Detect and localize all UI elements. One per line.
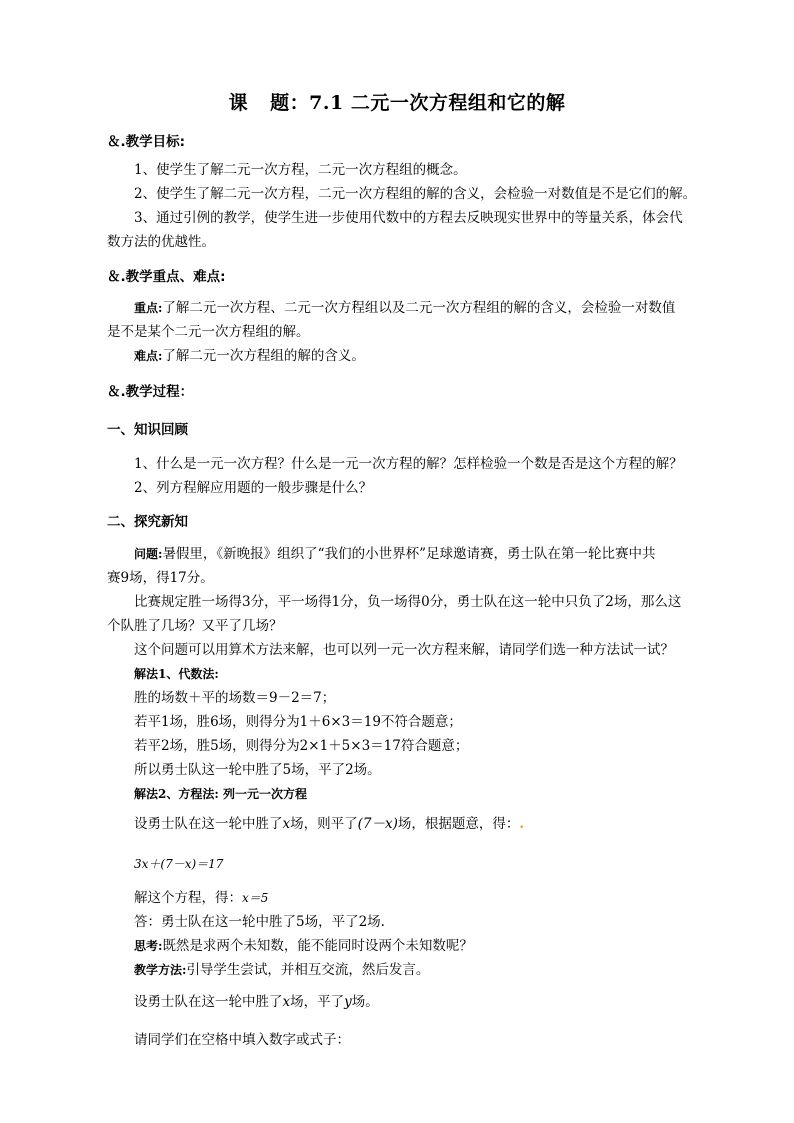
variable-x: x (282, 816, 291, 832)
rule-text-cont: 个队胜了几场？又平了几场？ (107, 618, 283, 634)
solve-prefix: 解这个方程，得： (134, 890, 242, 906)
method-intro: 这个问题可以用算术方法来解，也可以列一元一次方程来解，请同学们选一种方法试一试？ (134, 642, 674, 658)
solve-result: x＝5 (242, 891, 269, 905)
focus-paragraph (134, 298, 734, 318)
method1-line: 所以勇士队这一轮中胜了5场，平了2场。 (134, 762, 381, 778)
goal-item: 3、通过引例的教学，使学生进一步使用代数中的方程去反映现实世界中的等量关系，体会代 (134, 210, 683, 226)
answer-line: 答：勇士队在这一轮中胜了5场，平了2场. (134, 914, 385, 930)
setup-sentence (134, 814, 734, 834)
focus-text-cont: 是不是某个二元一次方程组的解。 (107, 324, 310, 340)
problem-label: 问题: (134, 547, 163, 561)
focus-text: 了解二元一次方程、二元一次方程组以及二元一次方程组的解的含义，会检验一对数值 (162, 300, 676, 316)
setup2-sentence (134, 992, 734, 1012)
setup2-text: 场。 (351, 994, 379, 1010)
teaching-method-paragraph (134, 960, 734, 980)
explore-heading: 二、探究新知 (107, 514, 188, 530)
review-heading: 一、知识回顾 (107, 422, 188, 438)
think-text: 既然是求两个未知数，能不能同时设两个未知数呢？ (162, 938, 473, 954)
setup-text: 场，根据题意，得： (397, 816, 520, 832)
difficulty-text: 了解二元一次方程组的解的含义。 (162, 348, 365, 364)
setup-text: 场，则平了 (290, 816, 358, 832)
setup-text: 设勇士队在这一轮中胜了 (134, 816, 283, 832)
title-text: 题：7.1 二元一次方程组和它的解 (270, 92, 566, 114)
process-heading: ＆.教学过程： (107, 384, 194, 400)
think-paragraph (134, 936, 734, 956)
method2-label: 解法2、方程法: 列一元一次方程 (134, 787, 307, 801)
page-title (0, 90, 794, 116)
method1-line: 胜的场数＋平的场数＝9－2＝7； (134, 690, 336, 706)
fill-prompt: 请同学们在空格中填入数字或式子： (134, 1032, 350, 1048)
setup2-text: 设勇士队在这一轮中胜了 (134, 994, 283, 1010)
review-item: 1、什么是一元一次方程？什么是一元一次方程的解？怎样检验一个数是否是这个方程的解？ (134, 456, 683, 472)
problem-text-cont: 赛9场，得17分。 (107, 570, 214, 586)
marker-dot: . (519, 816, 525, 832)
goals-heading: ＆.教学目标: (107, 134, 186, 150)
variable-y: y (344, 994, 352, 1010)
expression: (7－x) (357, 816, 398, 832)
method1-line: 若平1场，胜6场，则得分为1＋6×3＝19不符合题意； (134, 714, 462, 730)
solve-line (134, 888, 734, 908)
teaching-method-text: 引导学生尝试，并相互交流，然后发言。 (186, 962, 430, 978)
problem-text: 暑假里，《新晚报》组织了“我们的小世界杯”足球邀请赛，勇士队在第一轮比赛中共 (162, 546, 656, 562)
focus-label: 重点: (134, 301, 163, 315)
setup2-text: 场，平了 (290, 994, 345, 1010)
problem-paragraph (134, 544, 734, 564)
equation: 3x＋(7－x)＝17 (134, 857, 224, 871)
goal-item: 1、使学生了解二元一次方程，二元一次方程组的概念。 (134, 162, 467, 178)
variable-x: x (282, 994, 291, 1010)
method1-label: 解法1、代数法: (134, 667, 219, 681)
difficulty-label: 难点: (134, 349, 163, 363)
method1-line: 若平2场，胜5场，则得分为2×1＋5×3＝17符合题意； (134, 738, 469, 754)
rule-text: 比赛规定胜一场得3分，平一场得1分，负一场得0分，勇士队在这一轮中只负了2场，那么这 (134, 594, 682, 610)
title-prefix: 课 (228, 92, 249, 114)
keypoints-heading: ＆.教学重点、难点: (107, 269, 226, 285)
difficulty-paragraph (134, 346, 734, 366)
teaching-method-label: 教学方法: (134, 963, 187, 977)
goal-item: 数方法的优越性。 (107, 234, 215, 250)
review-item: 2、列方程解应用题的一般步骤是什么？ (134, 480, 373, 496)
goal-item: 2、使学生了解二元一次方程，二元一次方程组的解的含义，会检验一对数值是不是它们的解。 (134, 186, 697, 202)
think-label: 思考: (134, 939, 163, 953)
